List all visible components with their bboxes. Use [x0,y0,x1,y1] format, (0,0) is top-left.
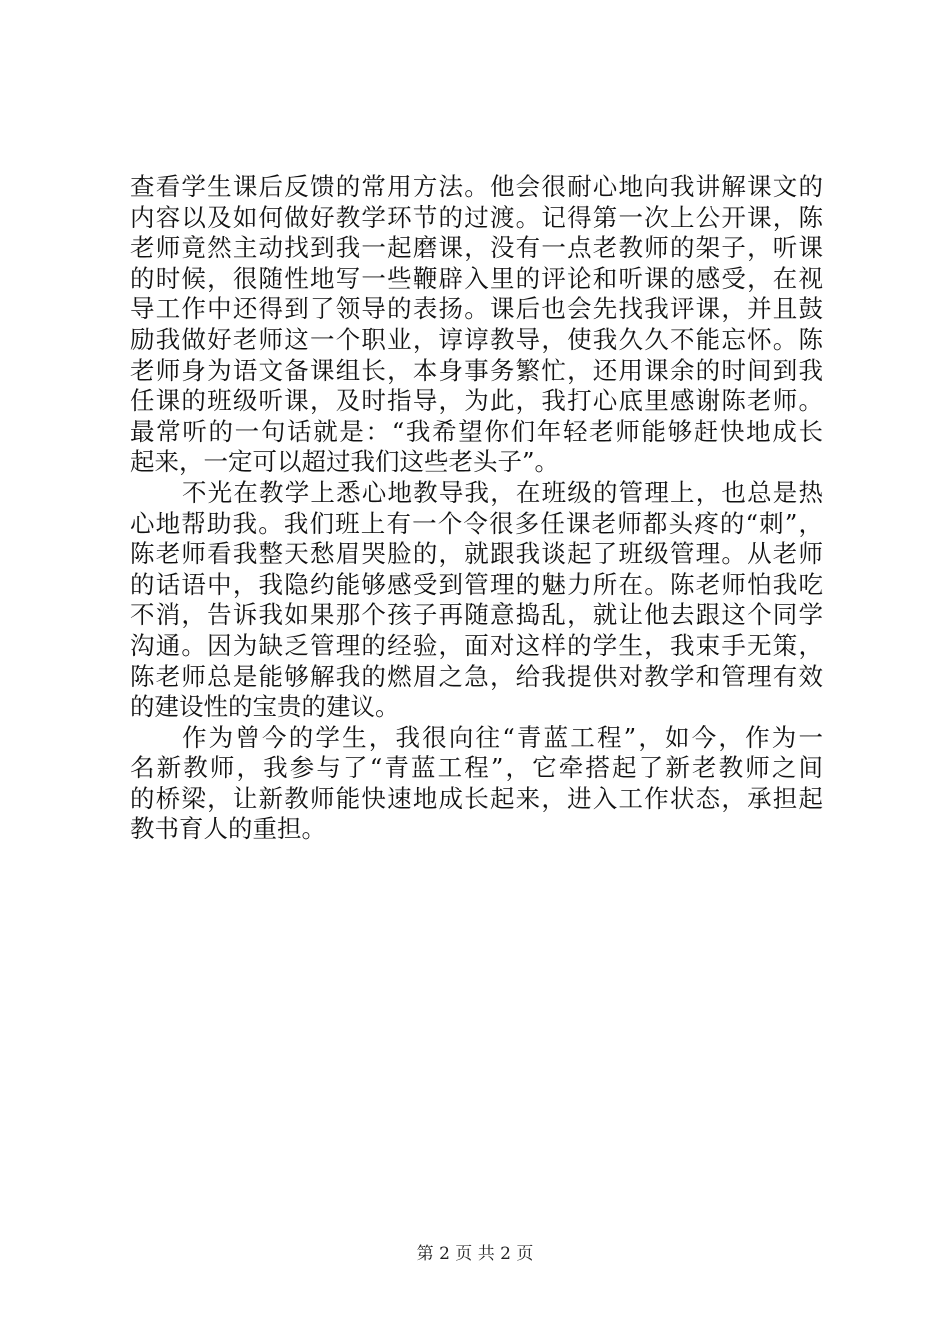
paragraph-1 [130,172,823,478]
text-line: 作为曾今的学生，我很向往“青蓝工程”，如今，作为一 [182,722,823,752]
body-text [130,172,823,845]
text-line: 任课的班级听课，及时指导，为此，我打心底里感谢陈老师。 [130,386,823,416]
text-line: 老师身为语文备课组长，本身事务繁忙，还用课余的时间到我 [130,355,823,385]
text-line: 心地帮助我。我们班上有一个令很多任课老师都头疼的“刺”， [130,508,823,538]
text-line: 查看学生课后反馈的常用方法。他会很耐心地向我讲解课文的 [130,172,823,201]
text-line: 的话语中，我隐约能够感受到管理的魅力所在。陈老师怕我吃 [130,569,823,599]
text-line: 的时候，很随性地写一些鞭辟入里的评论和听课的感受，在视 [130,263,823,293]
paragraph-3 [130,723,823,845]
page-footer [0,1243,950,1265]
paragraph-2 [130,478,823,723]
text-line: 不光在教学上悉心地教导我，在班级的管理上，也总是热 [182,477,823,507]
text-line: 名新教师，我参与了“青蓝工程”，它牵搭起了新老教师之间 [130,753,823,783]
text-line: 内容以及如何做好教学环节的过渡。记得第一次上公开课，陈 [130,202,823,232]
text-line: 励我做好老师这一个职业，谆谆教导，使我久久不能忘怀。陈 [130,324,823,354]
text-line: 起来，一定可以超过我们这些老头子”。 [130,447,560,477]
page-number: 第 2 页 共 2 页 [416,1244,534,1264]
text-line: 教书育人的重担。 [130,814,326,844]
text-line: 的建设性的宝贵的建议。 [130,692,400,722]
text-line: 陈老师看我整天愁眉哭脸的，就跟我谈起了班级管理。从老师 [130,539,823,569]
text-line: 导工作中还得到了领导的表扬。课后也会先找我评课，并且鼓 [130,294,823,324]
text-line: 的桥梁，让新教师能快速地成长起来，进入工作状态，承担起 [130,783,823,813]
text-line: 不消，告诉我如果那个孩子再随意捣乱，就让他去跟这个同学 [130,600,823,630]
text-line: 最常听的一句话就是：“我希望你们年轻老师能够赶快地成长 [130,416,823,446]
text-line: 老师竟然主动找到我一起磨课，没有一点老教师的架子，听课 [130,233,823,263]
text-line: 沟通。因为缺乏管理的经验，面对这样的学生，我束手无策， [130,630,823,660]
text-line: 陈老师总是能够解我的燃眉之急，给我提供对教学和管理有效 [130,661,823,691]
